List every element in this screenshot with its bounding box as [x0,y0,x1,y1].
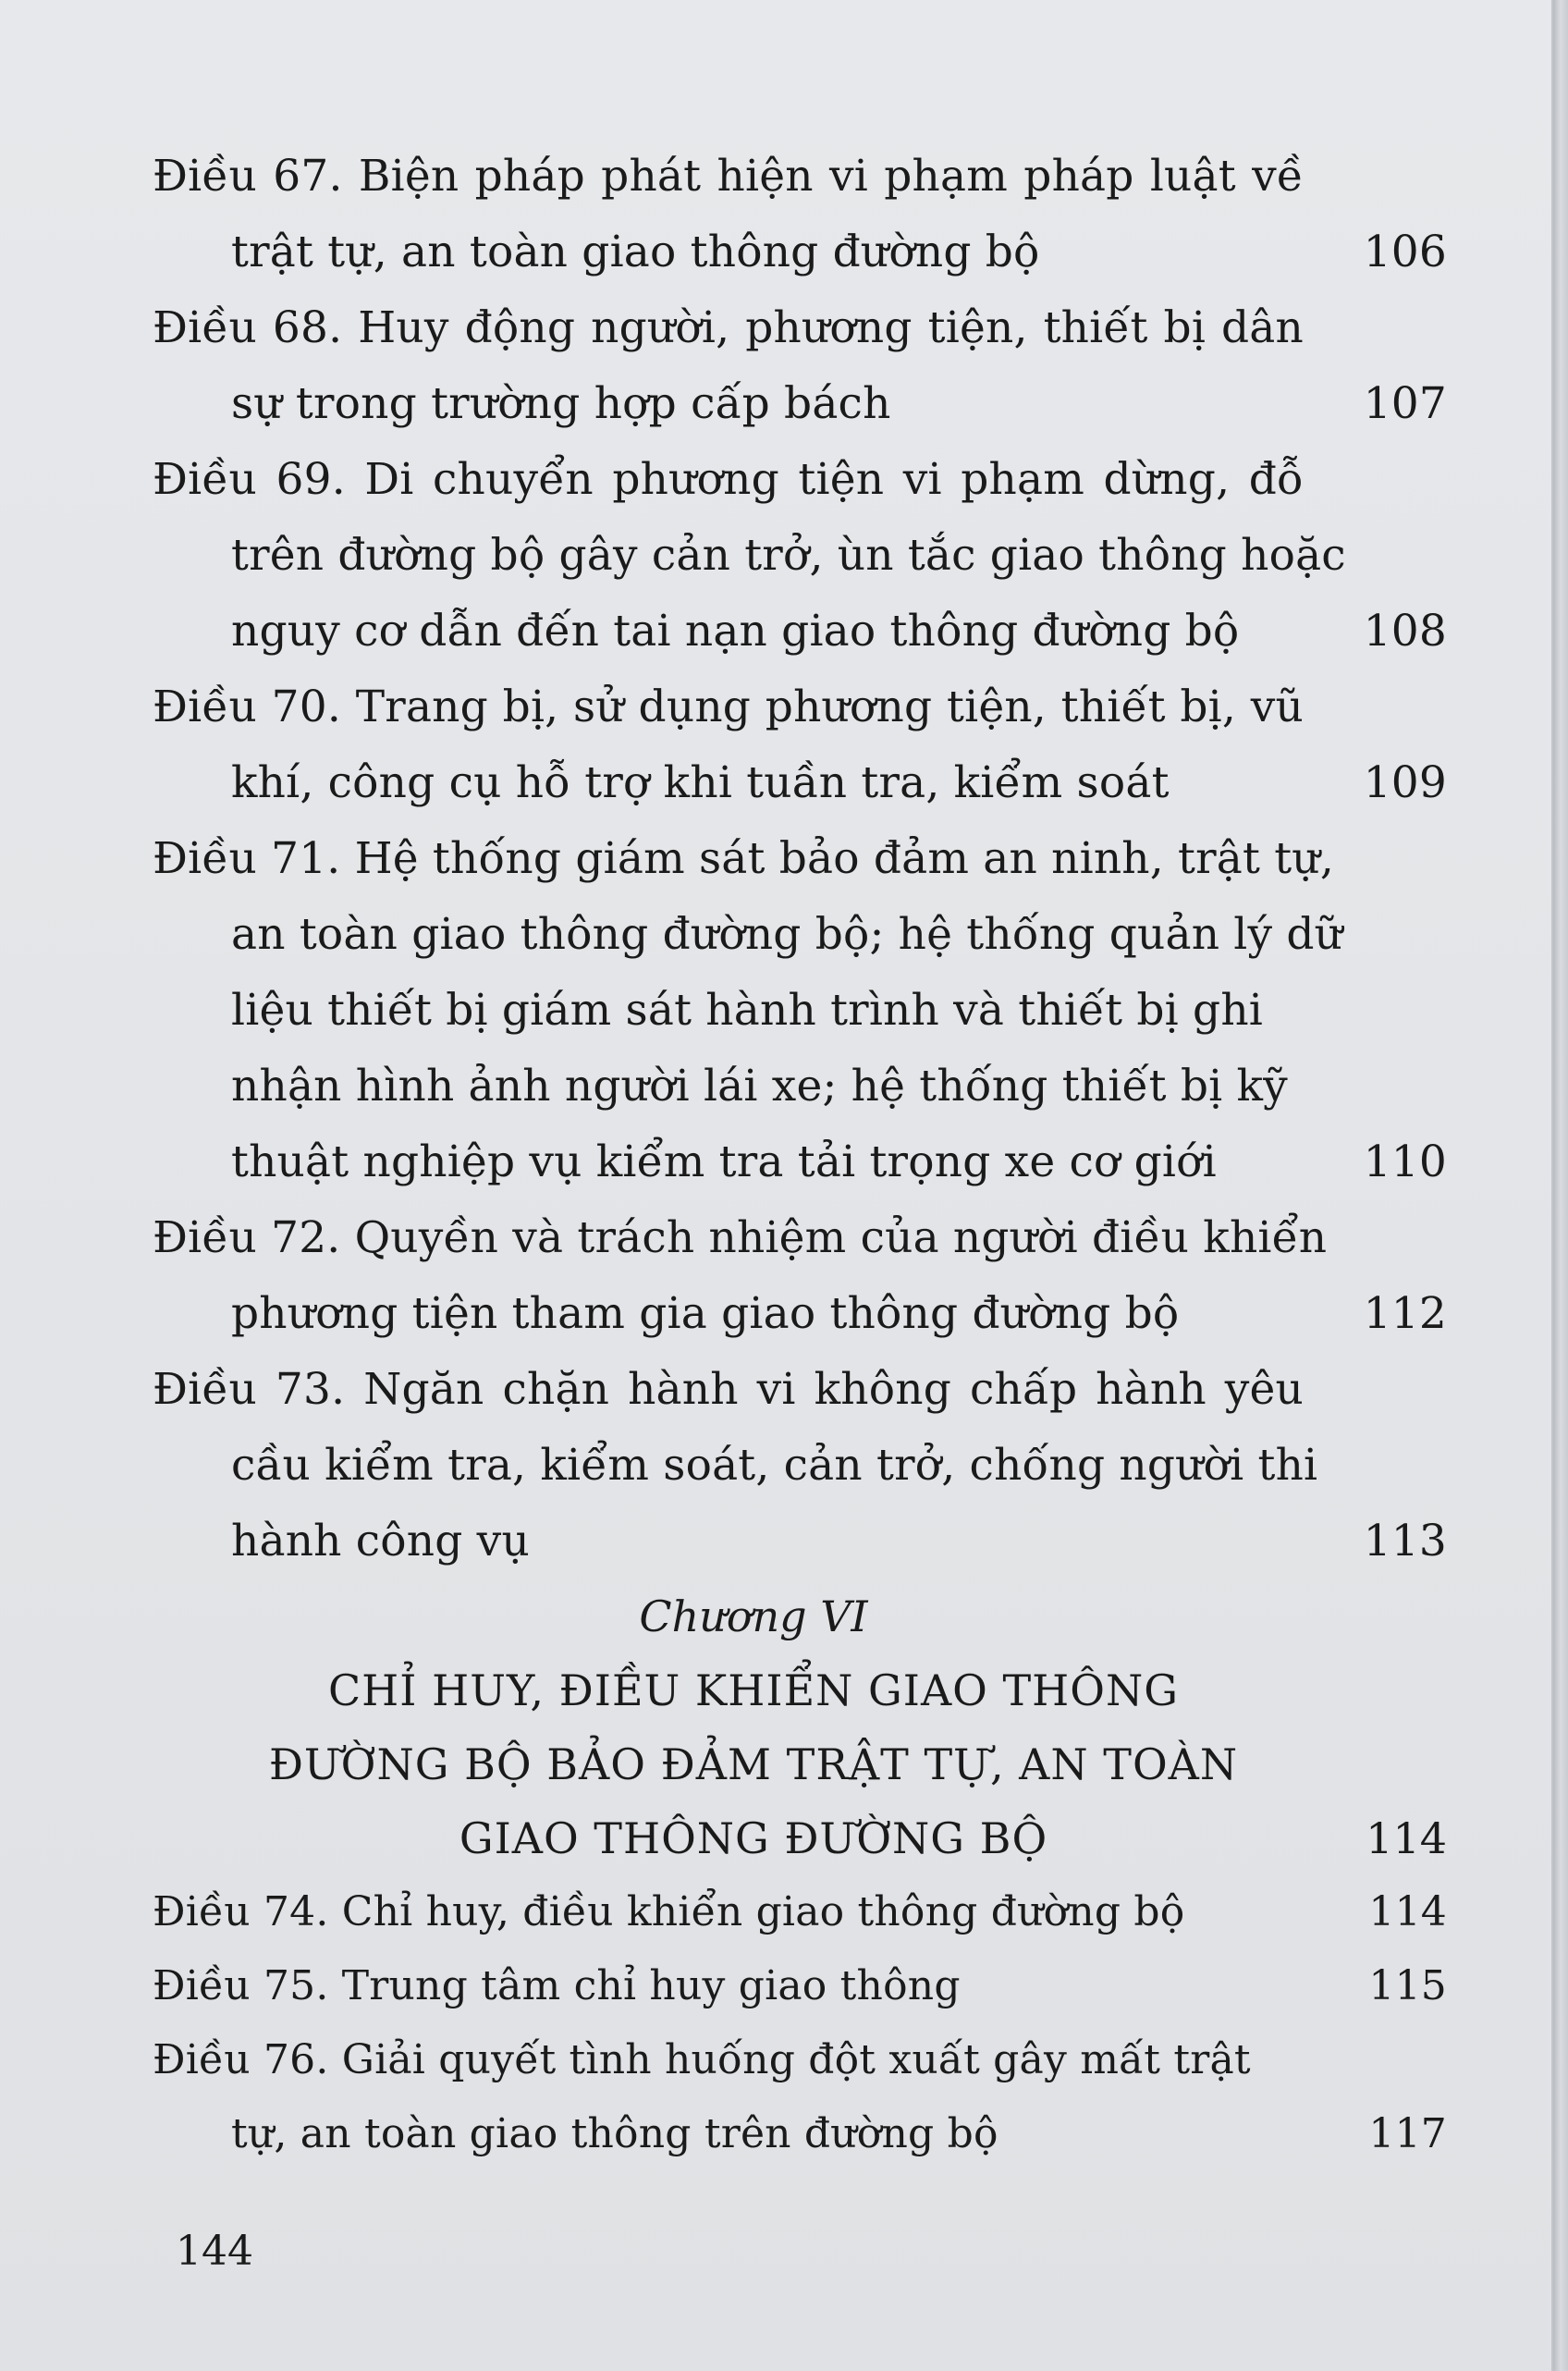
chapter-heading [153,1579,1447,1875]
table-of-contents [153,139,1447,2171]
entry-line: Điều 73. Ngăn chặn hành vi không chấp hành yêu [153,1364,1304,1415]
toc-entry-68 [153,290,1447,442]
chapter-title-line: CHỈ HUY, ĐIỀU KHIỂN GIAO THÔNG [327,1665,1179,1715]
page-number: 113 [1363,1516,1447,1566]
entry-line: nhận hình ảnh người lái xe; hệ thống thiết bị kỹ [231,1061,1288,1112]
page-number: 117 [1368,2110,1447,2157]
page-number: 110 [1363,1136,1447,1187]
toc-entry-69 [153,442,1447,670]
page-number: 114 [1368,1888,1447,1935]
entry-line: Điều 68. Huy động người, phương tiện, thiết bị dân [153,302,1304,353]
page-number: 115 [1368,1962,1447,2009]
entry-line: cầu kiểm tra, kiểm soát, cản trở, chống người thi [231,1440,1318,1491]
entry-line: nguy cơ dẫn đến tai nạn giao thông đường bộ [231,606,1240,657]
toc-entry-72 [153,1200,1447,1352]
page-edge [1553,0,1568,2371]
entry-line: Điều 76. Giải quyết tình huống đột xuất gây mất trật [153,2036,1251,2083]
toc-entry-67 [153,139,1447,290]
entry-line: thuật nghiệp vụ kiểm tra tải trọng xe cơ giới [231,1136,1217,1187]
entry-line: Điều 71. Hệ thống giám sát bảo đảm an ninh, trật tự, [153,833,1334,884]
entry-line: Điều 74. Chỉ huy, điều khiển giao thông đường bộ [153,1888,1185,1935]
entry-line: sự trong trường hợp cấp bách [231,378,891,429]
entry-line: Điều 69. Di chuyển phương tiện vi phạm dừng, đỗ [153,454,1304,505]
entry-line: trật tự, an toàn giao thông đường bộ [231,227,1040,277]
entry-line: khí, công cụ hỗ trợ khi tuần tra, kiểm soát [231,757,1170,808]
toc-entry-71 [153,821,1447,1200]
toc-entry-76 [153,2023,1447,2171]
toc-entry-70 [153,670,1447,821]
entry-line: phương tiện tham gia giao thông đường bộ [231,1288,1180,1339]
entry-line: liệu thiết bị giám sát hành trình và thiết bị ghi [231,985,1264,1036]
entry-line: Điều 75. Trung tâm chỉ huy giao thông [153,1962,961,2009]
page-number: 112 [1363,1288,1447,1339]
page-number: 106 [1363,227,1447,277]
entry-line: hành công vụ [231,1516,530,1566]
page-number: 114 [1366,1813,1447,1863]
page-number: 107 [1363,378,1447,429]
page-number: 108 [1363,606,1447,657]
chapter-title-line: GIAO THÔNG ĐƯỜNG BỘ [459,1813,1048,1863]
entry-line: Điều 67. Biện pháp phát hiện vi phạm pháp luật về [153,151,1304,202]
chapter-title-line: ĐƯỜNG BỘ BẢO ĐẢM TRẬT TỰ, AN TOÀN [268,1739,1239,1789]
chapter-block [208,1579,1299,1875]
entry-line: an toàn giao thông đường bộ; hệ thống quản lý dữ [231,909,1343,960]
page-number: 109 [1363,757,1447,808]
entry-line: trên đường bộ gây cản trở, ùn tắc giao thông hoặc [231,530,1346,581]
folio-page-number: 144 [176,2228,253,2275]
entry-line: tự, an toàn giao thông trên đường bộ [231,2110,998,2157]
entry-line: Điều 72. Quyền và trách nhiệm của người điều khiển [153,1212,1328,1263]
toc-entry-75 [153,1949,1447,2023]
entry-line: Điều 70. Trang bị, sử dụng phương tiện, thiết bị, vũ [153,682,1304,732]
toc-entry-73 [153,1352,1447,1579]
chapter-label: Chương VI [639,1591,868,1641]
toc-entry-74 [153,1875,1447,1949]
